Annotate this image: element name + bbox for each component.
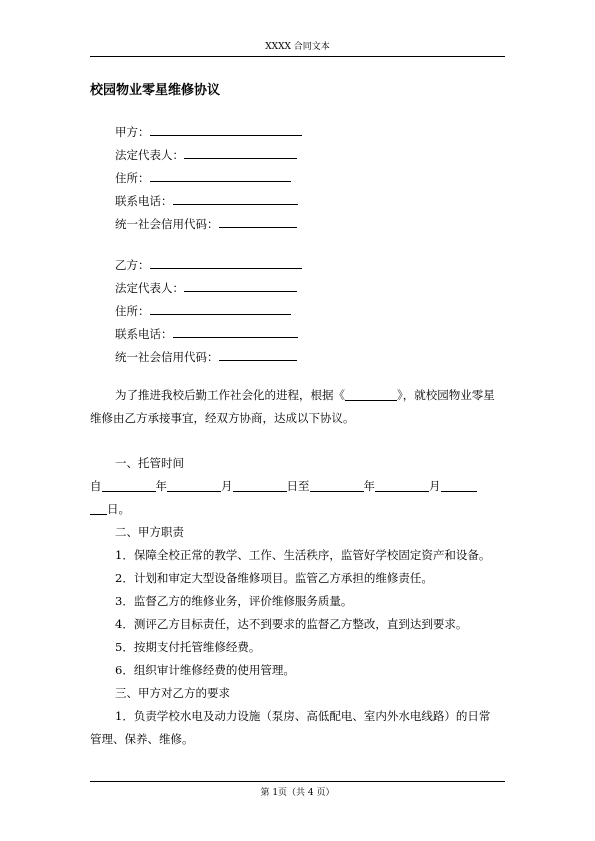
start-month-blank[interactable] — [167, 477, 221, 492]
intro-line-1: 为了推进我校后勤工作社会化的进程，根据《 》，就校园物业零星 — [115, 388, 495, 402]
start-day-blank[interactable] — [233, 477, 287, 492]
list-item: 2．计划和审定大型设备维修项目。监管乙方承担的维修责任。 — [115, 571, 433, 585]
party-b-block — [115, 255, 302, 370]
page-header: XXXX 合同文本 — [90, 40, 505, 57]
list-item: 3．监督乙方的维修业务，评价维修服务质量。 — [115, 594, 353, 608]
party-b-row — [115, 255, 302, 278]
section-2-heading: 二、甲方职责 — [115, 525, 184, 539]
party-a-label: 甲方： — [115, 125, 150, 139]
party-b-row — [115, 301, 302, 324]
party-b-row — [115, 278, 302, 301]
party-b-label: 统一社会信用代码： — [115, 350, 219, 364]
party-a-credit-code-field[interactable] — [219, 214, 297, 228]
section-1-heading: 一、托管时间 — [115, 456, 184, 470]
party-a-name-field[interactable] — [150, 122, 302, 136]
party-b-label: 乙方： — [115, 258, 150, 272]
party-b-row — [115, 347, 302, 370]
end-month-blank[interactable] — [375, 477, 429, 492]
list-item: 1．保障全校正常的教学、工作、生活秩序，监管好学校固定资产和设备。 — [115, 548, 491, 562]
term-dates-line-2: 日。 — [90, 498, 505, 521]
document-title: 校园物业零星维修协议 — [90, 83, 221, 98]
party-a-row — [115, 168, 302, 191]
party-a-label: 统一社会信用代码： — [115, 217, 219, 231]
intro-line-2: 维修由乙方承接事宜，经双方协商，达成以下协议。 — [90, 411, 355, 425]
party-b-credit-code-field[interactable] — [219, 347, 297, 361]
party-a-phone-field[interactable] — [173, 191, 298, 205]
party-b-representative-field[interactable] — [184, 278, 297, 292]
end-day-blank-a[interactable] — [441, 477, 477, 492]
party-a-label: 住所： — [115, 171, 150, 185]
party-a-address-field[interactable] — [150, 168, 291, 182]
party-b-phone-field[interactable] — [173, 324, 298, 338]
list-item: 4．测评乙方目标责任，达不到要求的监督乙方整改，直到达到要求。 — [115, 617, 468, 631]
party-b-name-field[interactable] — [150, 255, 302, 269]
list-item: 1．负责学校水电及动力设施（泵房、高低配电、室内外水电线路）的日常 — [115, 709, 491, 723]
party-b-row — [115, 324, 302, 347]
page-footer: 第 1页（共 4 页） — [260, 788, 335, 798]
footer-divider — [90, 781, 505, 782]
party-a-block — [115, 122, 302, 237]
party-b-label: 联系电话： — [115, 327, 173, 341]
party-a-row — [115, 191, 302, 214]
party-b-label: 法定代表人： — [115, 281, 184, 295]
list-item: 5．按期支付托管维修经费。 — [115, 640, 261, 654]
party-a-label: 联系电话： — [115, 194, 173, 208]
list-item: 6．组织审计维修经费的使用管理。 — [115, 663, 295, 677]
contract-body — [90, 384, 505, 751]
end-year-blank[interactable] — [310, 477, 364, 492]
party-a-representative-field[interactable] — [184, 145, 297, 159]
party-a-row — [115, 122, 302, 145]
list-item-continuation: 管理、保养、维修。 — [90, 732, 194, 746]
end-day-blank-b[interactable] — [90, 500, 107, 515]
term-dates-line: 自 年 月 日至 年 月 — [90, 475, 505, 498]
party-a-row — [115, 214, 302, 237]
basis-law-blank[interactable] — [345, 386, 397, 401]
party-b-address-field[interactable] — [150, 301, 291, 315]
section-3-heading: 三、甲方对乙方的要求 — [115, 686, 230, 700]
party-b-label: 住所： — [115, 304, 150, 318]
party-a-row — [115, 145, 302, 168]
party-a-label: 法定代表人： — [115, 148, 184, 162]
start-year-blank[interactable] — [102, 477, 156, 492]
